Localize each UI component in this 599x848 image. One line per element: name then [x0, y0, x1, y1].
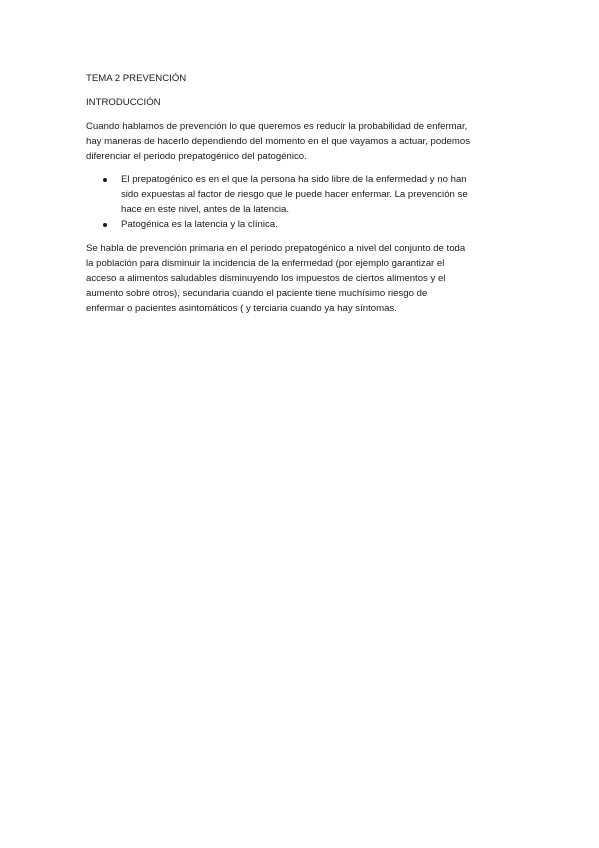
- paragraph-line: la población para disminuir la incidencia de la enfermedad (por ejemplo garantizar el: [86, 258, 445, 269]
- list-item: [86, 217, 516, 232]
- bullet-list: [86, 172, 516, 232]
- list-item-line: Patogénica es la latencia y la clínica.: [121, 219, 278, 230]
- document-title: TEMA 2 PREVENCIÓN: [86, 73, 187, 84]
- section-heading: INTRODUCCIÓN: [86, 97, 161, 108]
- list-item-line: hace en este nivel, antes de la latencia.: [121, 204, 290, 215]
- list-item-line: El prepatogénico es en el que la persona ha sido libre de la enfermedad y no han: [121, 174, 467, 185]
- list-item: [86, 172, 516, 217]
- paragraph-line: aumento sobre otros), secundaria cuando el paciente tiene muchísimo riesgo de: [86, 288, 428, 299]
- paragraph-line: Cuando hablamos de prevención lo que queremos es reducir la probabilidad de enfermar,: [86, 121, 468, 132]
- intro-paragraph: [86, 119, 516, 164]
- list-item-line: sido expuestas al factor de riesgo que le puede hacer enfermar. La prevención se: [121, 189, 468, 200]
- bullet-icon: [103, 223, 107, 227]
- bullet-icon: [103, 178, 107, 182]
- paragraph-line: enfermar o pacientes asintomáticos ( y terciaria cuando ya hay síntomas.: [86, 303, 397, 314]
- closing-paragraph: [86, 241, 516, 316]
- paragraph-line: hay maneras de hacerlo dependiendo del momento en el que vayamos a actuar, podemos: [86, 136, 470, 147]
- document-body: [86, 71, 516, 316]
- paragraph-line: Se habla de prevención primaria en el periodo prepatogénico a nivel del conjunto de toda: [86, 243, 466, 254]
- paragraph-line: diferenciar el periodo prepatogénico del patogénico.: [86, 151, 307, 162]
- paragraph-line: acceso a alimentos saludables disminuyendo los impuestos de ciertos alimentos y el: [86, 273, 446, 284]
